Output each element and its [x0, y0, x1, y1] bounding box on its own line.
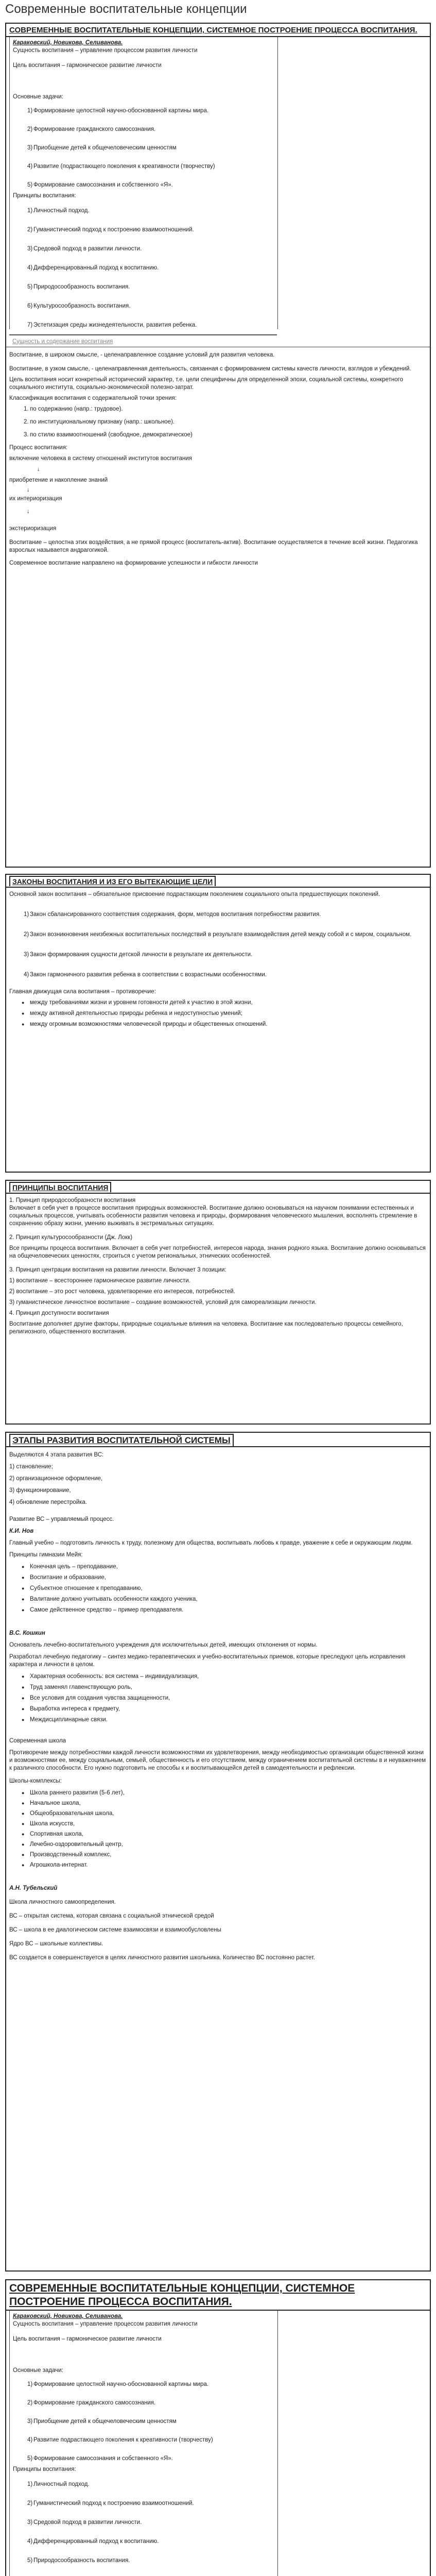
- principle-3-c: 3) гуманистическое личностное воспитание – создание возможностей, условий для самореализации личности.: [9, 1299, 317, 1306]
- list-item: 5) Природосообразность воспитания.: [27, 284, 130, 290]
- list-item: ● Труд заменял главенствующую роль,: [6, 1684, 430, 1691]
- laws-list: [6, 911, 430, 979]
- author2-list: [6, 1673, 430, 1724]
- list-item: 3) Средовой подход в развитии личности.: [27, 246, 142, 252]
- goal: Цель воспитания – гармоническое развитие личности: [13, 62, 162, 69]
- principles-list: [10, 207, 277, 329]
- author-name: А.Н. Тубельский: [9, 1885, 58, 1891]
- list-item: 5) Формирование самосознания и собственного «Я».: [27, 182, 173, 188]
- slide-frame: [6, 1446, 430, 1962]
- slide-title: СОВРЕМЕННЫЕ ВОСПИТАТЕЛЬНЫЕ КОНЦЕПЦИИ, СИСТЕМНОЕ ПОСТРОЕНИЕ ПРОЦЕССА ВОСПИТАНИЯ.: [9, 2282, 355, 2308]
- stage-item: 1) становление;: [9, 1464, 53, 1470]
- list-item: 2) Гуманистический подход к построению взаимоотношений.: [27, 227, 194, 233]
- list-item: ● между огромным возможностями человеческой природы и общественных отношений.: [6, 1021, 430, 1028]
- trends-heading: Главная движущая сила воспитания – противоречие:: [9, 989, 156, 995]
- faint-link[interactable]: Сущность и cодержание воспитания: [12, 338, 113, 345]
- def-narrow: Воспитание, в узком смысле, - целенаправленная деятельность, связанная с формированием системы качеств личности, взглядов и убеждений.: [9, 365, 411, 372]
- author-text: Школа личностного самоопределения.: [9, 1899, 116, 1905]
- page-title: Современные воспитательные концепции: [5, 2, 247, 16]
- principle-2: 2. Принцип культуросообразности (Дж. Локк): [9, 1234, 133, 1241]
- list-item: ● Все условия для создания чувства защищенности,: [6, 1694, 430, 1702]
- slide-frame: [6, 1193, 430, 1336]
- list-item: 4) Закон гармоничного развития ребенка в соответствии с возрастными особенностями.: [24, 972, 267, 978]
- list-item: ● Агрошкола-интернат.: [6, 1861, 430, 1869]
- slide-concepts: [5, 23, 431, 868]
- content-column: [9, 2311, 278, 2576]
- essence: Сущность воспитания – управление процессом развития личности: [13, 2321, 198, 2327]
- author-principles: Принципы гимназии Мейя:: [9, 1552, 83, 1558]
- tasks-list: [10, 2381, 277, 2463]
- slide-title: ЗАКОНЫ ВОСПИТАНИЯ И ИЗ ЕГО ВЫТЕКАЮЩИЕ ЦЕЛИ: [9, 876, 216, 886]
- process-step-1: включение человека в систему отношений институтов воспитания: [9, 455, 193, 462]
- list-item: 3) Приобщение детей к общечеловеческим ценностям: [27, 2418, 177, 2425]
- list-item: 5) Природосообразность воспитания.: [27, 2557, 130, 2564]
- principle-3-a: 1) воспитание – всестороннее гармоническое развитие личности.: [9, 1278, 190, 1284]
- principle-3: 3. Принцип центрации воспитания на развитии личности. Включает 3 позиции:: [9, 1267, 226, 1273]
- vs-definition: Развитие ВС – управляемый процесс.: [9, 1516, 114, 1522]
- stage-item: 3) функционирование,: [9, 1487, 71, 1494]
- principle-4-text: Воспитание дополняет другие факторы, природные социальные влияния на человека. Воспитание как последовательно процессы семейного, религиозного, общественного воспитания.: [9, 1321, 403, 1335]
- author-text: Главный учебно – подготовить личность к труду, полезному для общества, воспитывать любовь к правде, уважение к себе и окружающим людям.: [9, 1540, 413, 1546]
- list-item: ● Самое действенное средство – пример преподавателя.: [6, 1606, 430, 1614]
- list-item: ● между требованиями жизни и уровнем готовности детей к участию в этой жизни,: [6, 999, 430, 1007]
- list-item: 3) Закон формирования сущности детской личности в результате их деятельности.: [24, 952, 253, 958]
- system-text: Воспитание – целостна этих воздействия, а не прямой процесс (воспитатель-актив). Воспитание осуществляется в течение всей жизни. Педагогика взрослых называется андрагогикой.: [9, 539, 418, 553]
- list-item: ● Школа искусств,: [6, 1820, 430, 1828]
- list-item: 2) Закон возникновения неизбежных воспитательных последствий в результате взаимодействия детей между собой и с миром, социальном.: [24, 931, 412, 938]
- list-item: 2. по институциональному признаку (напр.: школьное).: [24, 418, 175, 425]
- list-item: ● Общеобразовательная школа,: [6, 1810, 430, 1818]
- list-item: 3) Средовой подход в развитии личности.: [27, 2519, 142, 2526]
- author-name: В.С. Кошкин: [9, 1630, 45, 1636]
- goal-2: Цель воспитания носит конкретный исторический характер, т.е. цели специфичны для определенной эпохи, социальной системы, конкретного социального института, социально-экономической полезно-затрат.: [9, 376, 403, 391]
- list-item: 1) Формирование целостной научно-обоснованной картины мира.: [27, 108, 209, 114]
- slide-frame: [6, 2310, 430, 2576]
- slide-frame: [6, 36, 430, 567]
- list-item: ● Начальное школа,: [6, 1800, 430, 1807]
- classification: Классификация воспитания с содержательной точки зрения:: [9, 395, 177, 401]
- list-item: 3) Приобщение детей к общечеловеческим ценностям: [27, 145, 177, 151]
- principle-1-text: Включает в себя учет в процессе воспитания природных возможностей. Воспитание должно основываться на научном понимании естественных и социальных процессов, учитывать особенности развития человека и природы, формирования человеческого мышления, восполнять стремление в сохранению образу жизни, умению выживать в экстремальных ситуациях.: [9, 1205, 417, 1227]
- process-step-4: экстериоризация: [9, 525, 57, 532]
- list-item: ● Конечная цель – преподавание,: [6, 1563, 430, 1571]
- school-text: Противоречие между потребностями каждой личности возможностями их удовлетворения, между необходимостью организации общественной жизни и возможностями ее, между социальным, семьей, общественность и его отсутствием, между ограничением воспитательной системы в и неуважением к различного способности. Его нужно подготовить не способы к и воспитывающейся детей в самодеятельности и рефлексии.: [9, 1750, 426, 1771]
- stage-item: 4) обновление перестройка.: [9, 1499, 87, 1505]
- down-arrow-icon: ↓: [27, 508, 30, 515]
- list-item: ● Школа раннего развития (5-6 лет),: [6, 1789, 430, 1797]
- principle-3-b: 2) воспитание – это рост человека, удовлетворение его интересов, потребностей.: [9, 1289, 235, 1295]
- stages-heading: Выделяются 4 этапа развития ВС:: [9, 1452, 104, 1458]
- author1-list: [6, 1563, 430, 1614]
- list-item: ● Спортивная школа,: [6, 1831, 430, 1838]
- tasks-heading: Основные задачи:: [13, 94, 63, 100]
- slide-title: ЭТАПЫ РАЗВИТИЯ ВОСПИТАТЕЛЬНОЙ СИСТЕМЫ: [9, 1434, 234, 1446]
- author-text: ВС создается в совершенствуется в целях личностного развития школьника. Количество ВС постоянно растет.: [9, 1955, 316, 1961]
- author-text: Разработал лечебную педагогику – синтез медико-терапевтических и учебно-воспитательных приемов, которые преследуют цель исправления характера и личности в целом.: [9, 1654, 406, 1668]
- list-item: ● между активной деятельностью природы ребенка и недоступностью умений;: [6, 1010, 430, 1018]
- process-step-2: приобретение и накопление знаний: [9, 477, 108, 483]
- principles-heading: Принципы воспитания:: [13, 193, 76, 199]
- principle-2-text: Все принципы процесса воспитания. Включает в себя учет потребностей, интересов народа, знания родного языка. Воспитание должно основываться на общечеловеческих ценностях, строиться с учетом региональных, этнических особенностей.: [9, 1245, 426, 1259]
- school-heading: Современная школа: [9, 1738, 66, 1744]
- trends-list: [6, 999, 430, 1028]
- slide-title: СОВРЕМЕННЫЕ ВОСПИТАТЕЛЬНЫЕ КОНЦЕПЦИИ, СИСТЕМНОЕ ПОСТРОЕНИЕ ПРОЦЕССА ВОСПИТАНИЯ.: [9, 26, 417, 35]
- list-item: 1) Формирование целостной научно-обоснованной картины мира.: [27, 2381, 209, 2387]
- author-text: ВС – открытая система, которая связана с социальной этнической средой: [9, 1913, 214, 1919]
- list-item: 4) Дифференцированный подход к воспитанию.: [27, 265, 159, 271]
- list-item: ● Лечебно-оздоровительный центр,: [6, 1841, 430, 1849]
- content-column: [9, 37, 278, 329]
- list-item: 2) Формирование гражданского самосознания.: [27, 126, 156, 132]
- list-item: 1. по содержанию (напр.: трудовое).: [24, 405, 123, 412]
- list-item: 5) Формирование самосознания и собственного «Я».: [27, 2455, 173, 2462]
- list-item: ● Междисциплинарные связи.: [6, 1716, 430, 1724]
- school-list-heading: Школы-комплексы:: [9, 1778, 62, 1784]
- author-text: Ядро ВС – школьные коллективы.: [9, 1941, 103, 1947]
- process-step-3: их интериоризация: [9, 495, 62, 502]
- stage-item: 2) организационное оформление,: [9, 1476, 103, 1482]
- def-wide: Воспитание, в широком смысле, - целенаправленное создание условий для развития человека.: [9, 351, 275, 358]
- tasks-heading: Основные задачи:: [13, 2367, 63, 2374]
- definitions-block: [6, 347, 430, 567]
- slide-frame: [6, 887, 430, 1028]
- down-arrow-icon: ↓: [37, 466, 40, 472]
- list-item: 7) Эстетизация среды жизнедеятельности, развития ребенка.: [27, 322, 197, 328]
- list-item: 4) Развитие подрастающего поколения к креативности (творчеству): [27, 2437, 213, 2443]
- list-item: ● Производственный комплекс,: [6, 1851, 430, 1859]
- list-item: 6) Культуросообразность воспитания.: [27, 303, 131, 309]
- divider: [9, 334, 277, 335]
- school-list: [6, 1789, 430, 1869]
- list-item: ● Валитание должно учитывать особенности каждого ученика,: [6, 1596, 430, 1603]
- laws-intro: Основной закон воспитания – обязательное присвоение подрастающим поколением социального опыта предшествующих поколений.: [9, 891, 380, 897]
- list-item: ● Воспитание и образование,: [6, 1574, 430, 1582]
- list-item: 2) Гуманистический подход к построению взаимоотношений.: [27, 2500, 194, 2506]
- list-item: 3. по стилю взаимоотношений (свободное, демократическое): [24, 431, 193, 438]
- classification-list: [6, 405, 430, 439]
- tasks-list: [10, 107, 277, 189]
- list-item: ● Субъектное отношение к преподаванию,: [6, 1585, 430, 1592]
- down-arrow-icon: ↓: [27, 486, 30, 493]
- list-item: 1) Личностный подход.: [27, 208, 90, 214]
- authors: Караковский, Новикова, Селиванова.: [13, 2313, 123, 2319]
- list-item: ● Выработка интереса к предмету,: [6, 1705, 430, 1713]
- list-item: 1) Закон сбалансированного соответствия содержания, форм, методов воспитания потребностям развития.: [24, 911, 321, 918]
- list-item: ● Характерная особенность: вся система – индивидуализация,: [6, 1673, 430, 1681]
- slide-title: ПРИНЦИПЫ ВОСПИТАНИЯ: [9, 1182, 111, 1192]
- principles-list: [10, 2481, 277, 2576]
- author-text: ВС – школа в ее диалогическом системе взаимосвязи и взаимообусловлены: [9, 1927, 221, 1933]
- list-item: 1) Личностный подход.: [27, 2481, 90, 2487]
- list-item: 4) Дифференцированный подход к воспитанию.: [27, 2538, 159, 2545]
- principle-1: 1. Принцип природосообразности воспитания: [9, 1197, 136, 1204]
- current-text: Современное воспитание направлено на формирование успешности и гибкости личности: [9, 560, 258, 566]
- principles-heading: Принципы воспитания:: [13, 2466, 76, 2472]
- list-item: 2) Формирование гражданского самосознания.: [27, 2400, 156, 2406]
- authors: Караковский, Новикова, Селиванова.: [13, 40, 123, 46]
- slide-principles: [5, 1180, 431, 1425]
- principle-4: 4. Принцип доступности воспитания: [9, 1310, 109, 1316]
- author-name: К.И. Нов: [9, 1528, 34, 1534]
- author-text: Основатель лечебно-воспитательного учреждения для исключительных детей, имеющих отклонения от нормы.: [9, 1642, 318, 1648]
- goal: Цель воспитания – гармоническое развитие личности: [13, 2336, 162, 2342]
- list-item: 4) Развитие (подрастающего поколения к креативности (творчеству): [27, 163, 215, 170]
- slide-stages: [5, 1432, 431, 2272]
- essence: Сущность воспитания – управление процессом развития личности: [13, 47, 198, 54]
- slide-concepts-repeat: [5, 2279, 431, 2576]
- process-heading: Процесс воспитания:: [9, 444, 68, 451]
- slide-laws: [5, 874, 431, 1173]
